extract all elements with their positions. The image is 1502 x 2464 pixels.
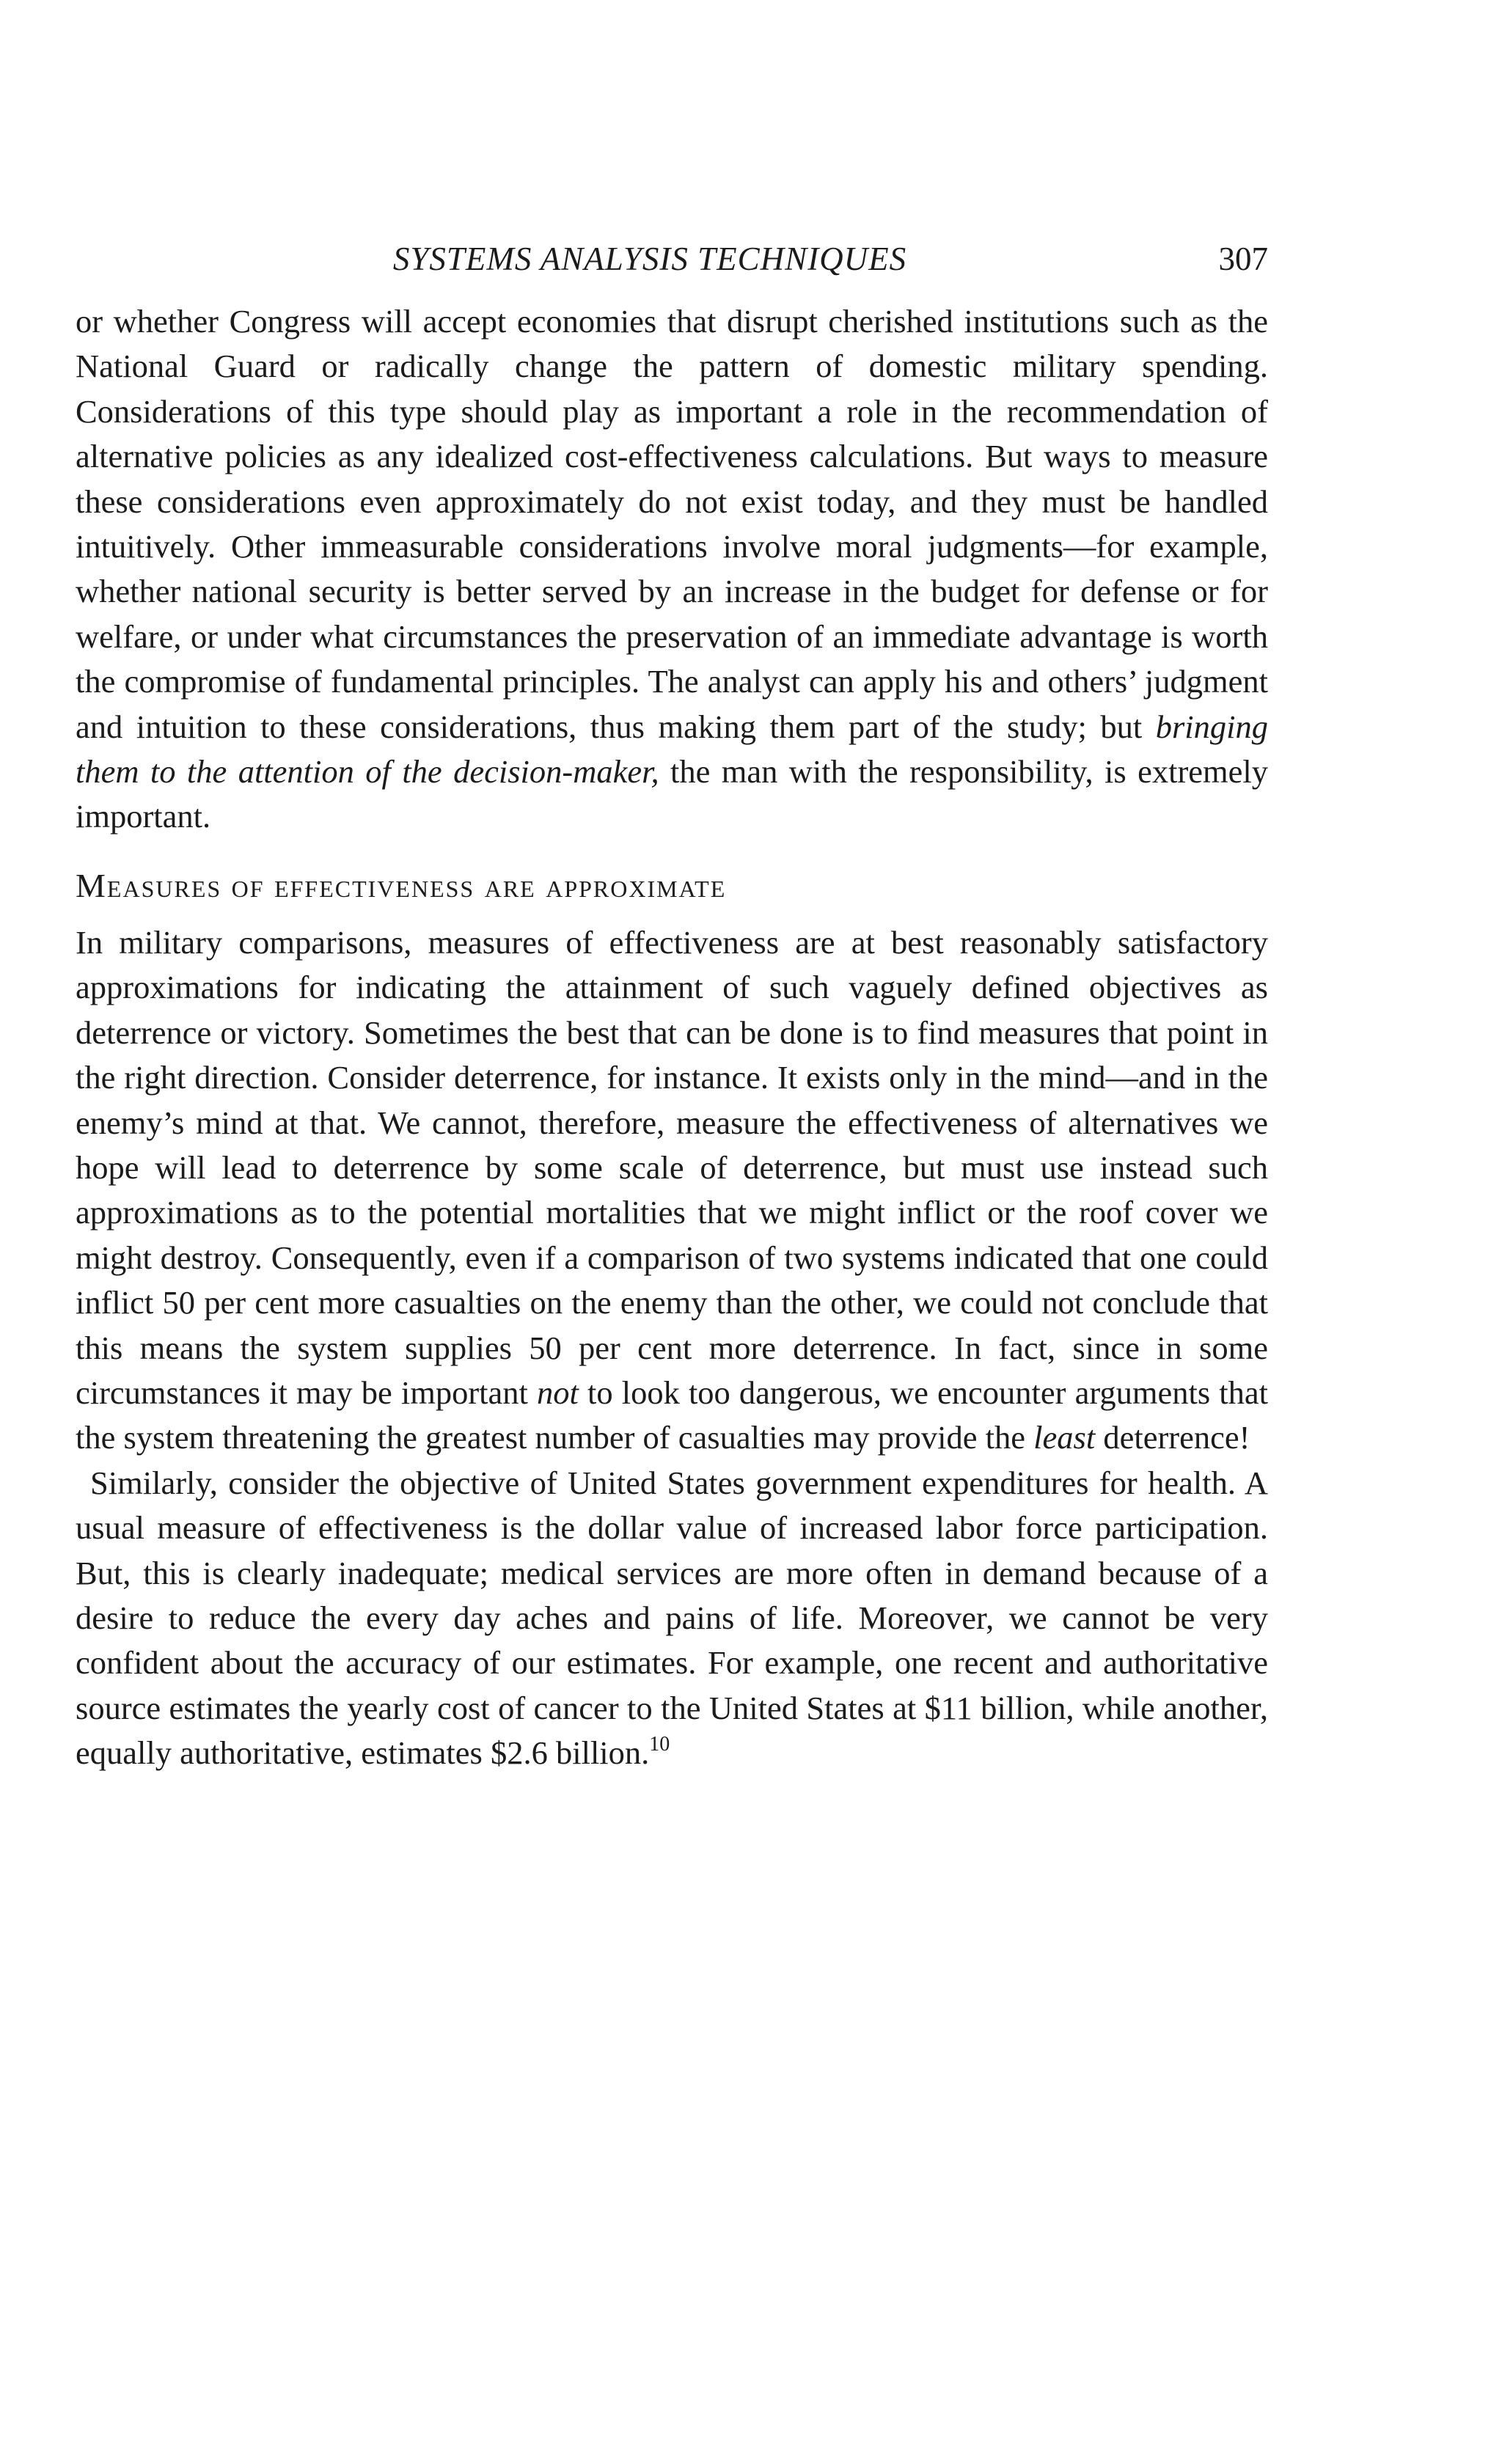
- running-head: [76, 233, 1268, 285]
- paragraph-1: [76, 299, 1268, 840]
- paragraph-2-text-middle: to look too dangerous, we encounter arguments that the system threatening the greatest number of casualties may provide the: [76, 1374, 1269, 1456]
- paragraph-1-emphasis: bringing them to the attention of the decision-maker,: [76, 708, 1268, 791]
- paragraph-2-text-end: deterrence!: [1095, 1419, 1250, 1456]
- paragraph-2-emphasis-not: not: [537, 1374, 579, 1411]
- paragraph-2-emphasis-least: least: [1033, 1419, 1096, 1456]
- paragraph-2: [76, 920, 1268, 1461]
- footnote-marker[interactable]: 10: [649, 1733, 670, 1756]
- paragraph-3-text: Similarly, consider the objective of United States government expenditures for health. A usual measure of effectiveness is the dollar value of increased labor force participation. But, this is clearly inadequate; medical services are more often in demand because of a desire to reduce the every day aches and pains of life. Moreover, we cannot be very confident about the accuracy of our estimates. For example, one recent and authoritative source estimates the yearly cost of cancer to the United States at $11 billion, while another, equally authoritative, estimates $2.6 billion.: [76, 1464, 1268, 1772]
- section-heading: Measures of effectiveness are approximate: [76, 866, 727, 904]
- book-page: [76, 233, 1268, 1776]
- running-title: SYSTEMS ANALYSIS TECHNIQUES: [392, 241, 907, 277]
- page-number: 307: [1218, 241, 1268, 277]
- paragraph-1-text: or whether Congress will accept economies that disrupt cherished institutions such as the National Guard or radically change the pattern of domestic military spending. Considerations of this type should play as important a role in the recommendation of alternative policies as any idealized cost-effectiveness calculations. But ways to measure these considerations even approximately do not exist today, and they must be handled intuitively. Other immeasurable considerations involve moral judgments—for example, whether national security is better served by an increase in the budget for defense or for welfare, or under what circumstances the preservation of an immediate advantage is worth the compromise of fundamental principles. The analyst can apply his and others’ judgment and intuition to these considerations, thus making them part of the study; but: [76, 303, 1268, 745]
- paragraph-2-text: In military comparisons, measures of effectiveness are at best reasonably satisfactory approximations for indicating the attainment of such vaguely defined objectives as deterrence or victory. Sometimes the best that can be done is to find measures that point in the right direction. Consider deterrence, for instance. It exists only in the mind—and in the enemy’s mind at that. We cannot, therefore, measure the effectiveness of alternatives we hope will lead to deterrence by some scale of deterrence, but must use instead such approximations as to the potential mortalities that we might inflict or the roof cover we might destroy. Consequently, even if a comparison of two systems indicated that one could inflict 50 per cent more casualties on the enemy than the other, we could not conclude that this means the system supplies 50 per cent more deterrence. In fact, since in some circumstances it may be important: [76, 923, 1268, 1411]
- paragraph-3: [76, 1461, 1268, 1776]
- paragraph-1-text-end: the man with the responsibility, is extremely important.: [76, 753, 1268, 835]
